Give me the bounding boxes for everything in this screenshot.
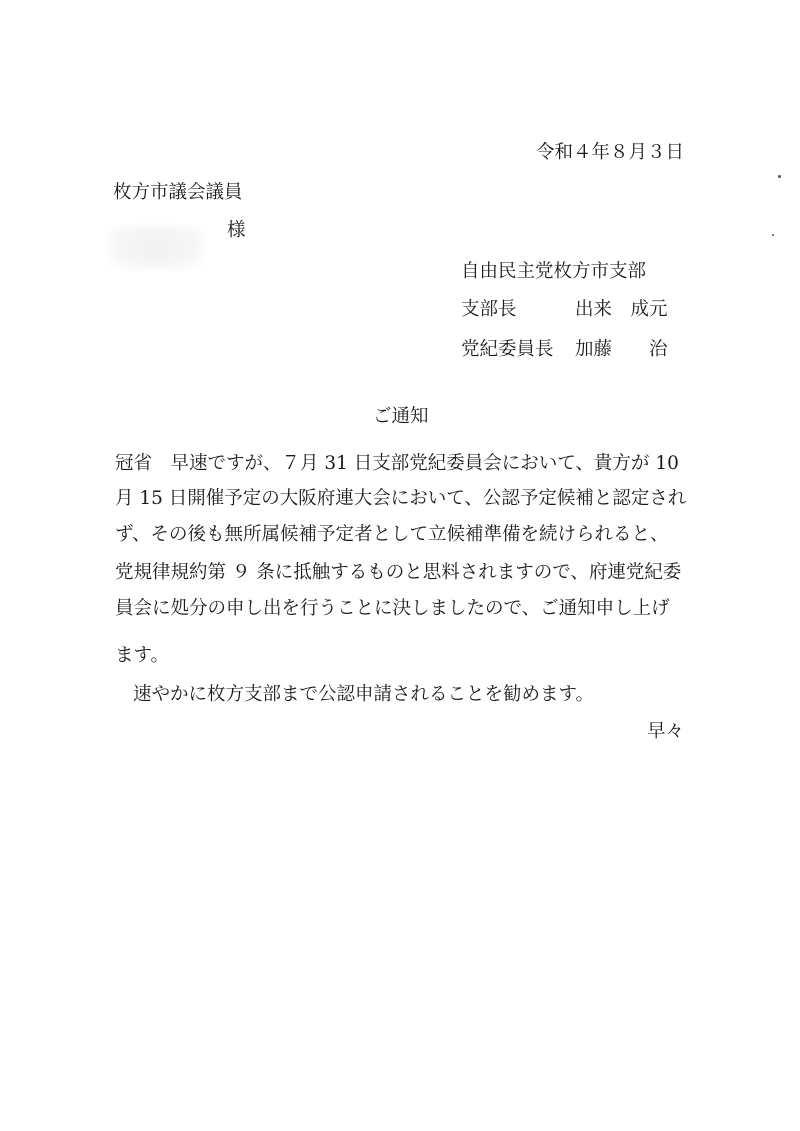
body-line: ます。 (115, 645, 170, 666)
scan-speck (772, 234, 774, 236)
redacted-recipient-name (108, 226, 204, 270)
body-line: 員会に処分の申し出を行うことに決しましたので、ご通知申し上げ (115, 598, 670, 619)
letter-closing: 早々 (647, 721, 685, 742)
sender-organization: 自由民主党枚方市支部 (461, 261, 647, 282)
signatory-role: 支部長 (461, 299, 517, 320)
body-line: ず、その後も無所属候補予定者として立候補準備を続けられると、 (115, 524, 669, 545)
scan-speck (778, 175, 781, 178)
body-line: 速やかに枚方支部まで公認申請されることを勧めます。 (133, 684, 595, 705)
signatory-name: 出来 成元 (575, 299, 668, 320)
signatory-role: 党紀委員長 (461, 339, 554, 360)
letter-subject: ご通知 (373, 406, 429, 427)
letter-date: 令和４年８月３日 (536, 142, 685, 163)
recipient-organization: 枚方市議会議員 (113, 182, 243, 203)
recipient-honorific: 様 (227, 220, 246, 241)
body-line: 月 15 日開催予定の大阪府連大会において、公認予定候補と認定され (115, 488, 687, 509)
body-line: 党規律規約第 ９ 条に抵触するものと思料されますので、府連党紀委 (115, 562, 682, 583)
body-line: 冠省 早速ですが、７月 31 日支部党紀委員会において、貴方が 10 (115, 453, 679, 474)
signatory-name: 加藤 治 (575, 339, 668, 360)
